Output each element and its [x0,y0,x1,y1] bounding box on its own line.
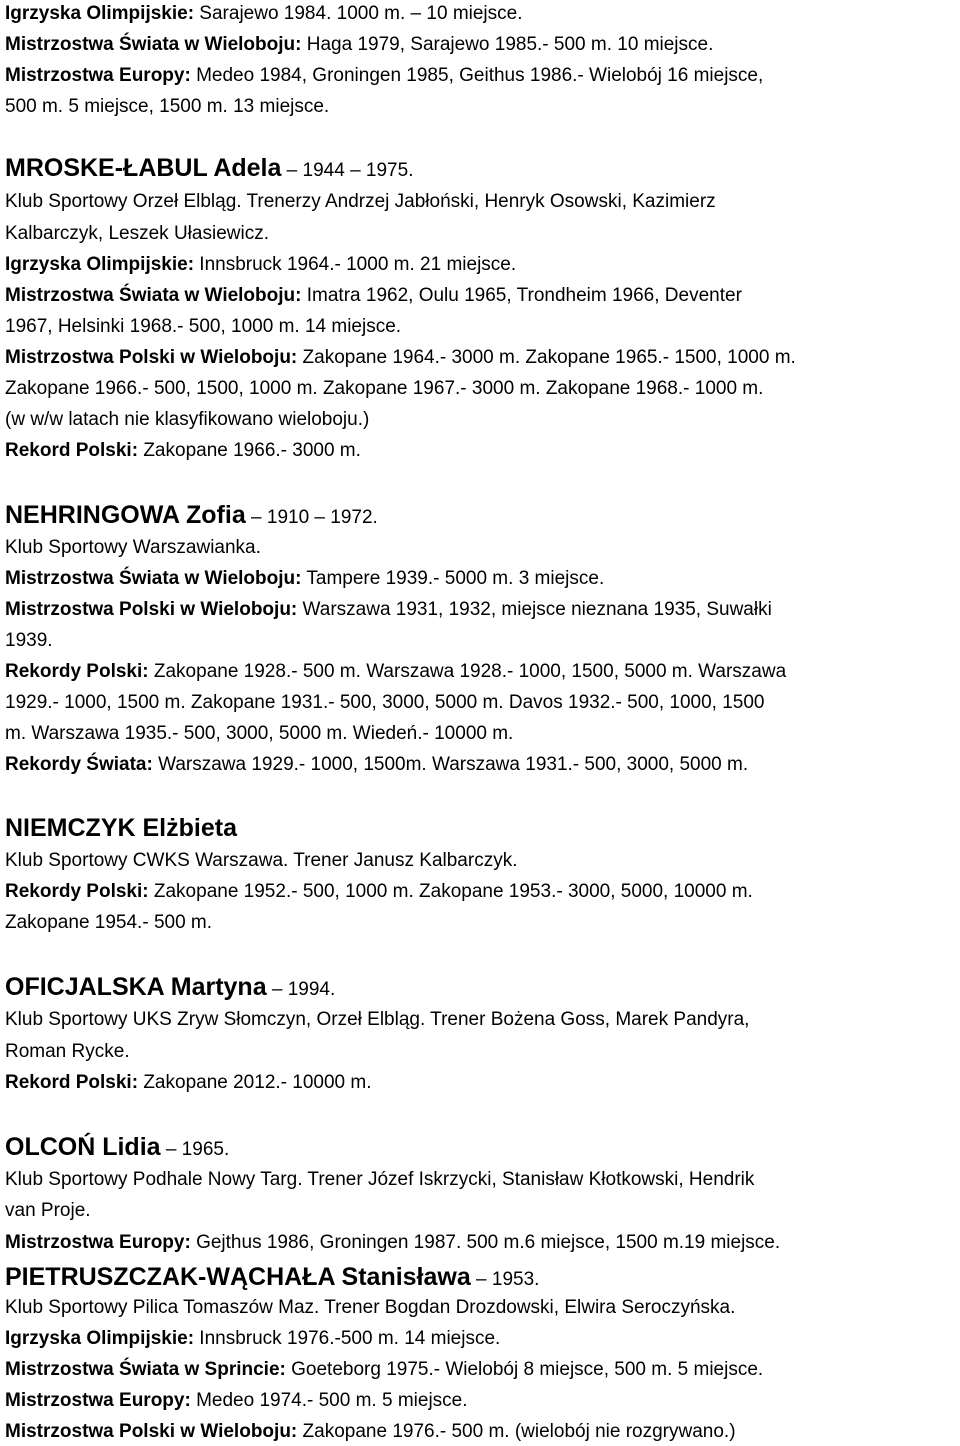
polish-allround-text: Warszawa 1931, 1932, miejsce nieznana 1935, Suwałki [297,599,772,620]
club-line: Klub Sportowy Podhale Nowy Targ. Trener Józef Iskrzycki, Stanisław Kłotkowski, Hendrik [5,1169,755,1190]
world-sprint-line [5,1358,763,1382]
polish-records-line [5,660,786,684]
polish-allround-label: Mistrzostwa Polski w Wieloboju: [5,1421,298,1442]
polish-records-text: Zakopane 1928.- 500 m. Warszawa 1928.- 1000, 1500, 5000 m. Warszawa [148,661,787,682]
world-allround-text: Tampere 1939.- 5000 m. 3 miejsce. [301,568,605,589]
athlete-heading-nehringowa [5,500,378,533]
polish-record-label: Rekord Polski: [5,440,139,461]
olympics-line [5,1327,500,1351]
polish-allround-line [5,1420,736,1444]
athlete-heading-olcon [5,1132,229,1165]
european-label: Mistrzostwa Europy: [5,1390,191,1411]
world-allround-text: Imatra 1962, Oulu 1965, Trondheim 1966, Deventer [301,285,742,306]
polish-allround-line-cont: 1939. [5,630,53,651]
club-line-cont: Kalbarczyk, Leszek Ułasiewicz. [5,223,269,244]
club-line: Klub Sportowy Pilica Tomaszów Maz. Trener Bogdan Drozdowski, Elwira Seroczyńska. [5,1297,736,1318]
club-line: Klub Sportowy UKS Zryw Słomczyn, Orzeł Elbląg. Trener Bożena Goss, Marek Pandyra, [5,1009,750,1030]
world-allround-label: Mistrzostwa Świata w Wieloboju: [5,34,302,55]
athlete-name: NEHRINGOWA Zofia [5,501,246,529]
athlete-heading-oficjalska [5,972,335,1005]
european-label: Mistrzostwa Europy: [5,1232,191,1253]
athlete-name: PIETRUSZCZAK-WĄCHAŁA Stanisława [5,1263,471,1291]
athlete-heading-mroske [5,153,413,186]
polish-record-line [5,439,361,463]
intro-line-4: 500 m. 5 miejsce, 1500 m. 13 miejsce. [5,96,330,117]
intro-line-1 [5,2,523,26]
athlete-years: – 1944 – 1975. [281,160,414,181]
athlete-years: – 1953. [470,1269,540,1290]
european-text: Gejthus 1986, Groningen 1987. 500 m.6 miejsce, 1500 m.19 miejsce. [190,1232,781,1253]
polish-allround-line [5,346,796,370]
club-line: Klub Sportowy Orzeł Elbląg. Trenerzy Andrzej Jabłoński, Henryk Osowski, Kazimierz [5,191,716,212]
note-line: (w w/w latach nie klasyfikowano wieloboju.) [5,409,370,430]
club-line: Klub Sportowy CWKS Warszawa. Trener Janusz Kalbarczyk. [5,850,518,871]
world-records-text: Warszawa 1929.- 1000, 1500m. Warszawa 1931.- 500, 3000, 5000 m. [152,754,749,775]
world-sprint-label: Mistrzostwa Świata w Sprincie: [5,1359,286,1380]
olympics-label: Igrzyska Olimpijskie: [5,1328,195,1349]
world-sprint-text: Goeteborg 1975.- Wielobój 8 miejsce, 500 m. 5 miejsce. [285,1359,764,1380]
polish-records-line [5,880,753,904]
intro-line-2 [5,33,713,57]
athlete-heading-pietruszczak [5,1262,539,1295]
european-text: Medeo 1984, Groningen 1985, Geithus 1986.- Wielobój 16 miejsce, [190,65,764,86]
polish-records-line-cont: Zakopane 1954.- 500 m. [5,912,213,933]
athlete-heading-niemczyk [5,813,237,843]
olympics-label: Igrzyska Olimpijskie: [5,254,195,275]
athlete-years: – 1910 – 1972. [245,507,378,528]
polish-record-text: Zakopane 2012.- 10000 m. [138,1072,372,1093]
world-allround-label: Mistrzostwa Świata w Wieloboju: [5,285,302,306]
athlete-years: – 1994. [266,979,336,1000]
athlete-name: OFICJALSKA Martyna [5,973,267,1001]
athlete-name: OLCOŃ Lidia [5,1133,161,1161]
world-allround-line [5,284,742,308]
world-records-label: Rekordy Świata: [5,754,153,775]
polish-records-line-cont: 1929.- 1000, 1500 m. Zakopane 1931.- 500, 3000, 5000 m. Davos 1932.- 500, 1000, 1500 [5,692,765,713]
european-line [5,1389,468,1413]
polish-allround-label: Mistrzostwa Polski w Wieloboju: [5,347,298,368]
polish-allround-label: Mistrzostwa Polski w Wieloboju: [5,599,298,620]
polish-records-label: Rekordy Polski: [5,881,149,902]
olympics-text: Innsbruck 1976.-500 m. 14 miejsce. [194,1328,501,1349]
club-line-cont: Roman Rycke. [5,1041,130,1062]
club-line: Klub Sportowy Warszawianka. [5,537,261,558]
athlete-name: NIEMCZYK Elżbieta [5,814,237,842]
world-allround-text: Haga 1979, Sarajewo 1985.- 500 m. 10 miejsce. [301,34,714,55]
european-line [5,1231,780,1255]
world-records-line [5,753,748,777]
world-allround-label: Mistrzostwa Świata w Wieloboju: [5,568,302,589]
polish-record-label: Rekord Polski: [5,1072,139,1093]
world-allround-line-cont: 1967, Helsinki 1968.- 500, 1000 m. 14 miejsce. [5,316,402,337]
olympics-text: Innsbruck 1964.- 1000 m. 21 miejsce. [194,254,517,275]
polish-allround-text: Zakopane 1976.- 500 m. (wielobój nie rozgrywano.) [297,1421,736,1442]
athlete-name: MROSKE-ŁABUL Adela [5,154,282,182]
intro-line-3 [5,64,763,88]
world-allround-line [5,567,604,591]
polish-allround-line [5,598,772,622]
polish-record-text: Zakopane 1966.- 3000 m. [138,440,361,461]
european-text: Medeo 1974.- 500 m. 5 miejsce. [190,1390,468,1411]
polish-record-line [5,1071,371,1095]
polish-records-label: Rekordy Polski: [5,661,149,682]
polish-allround-line-cont: Zakopane 1966.- 500, 1500, 1000 m. Zakopane 1967.- 3000 m. Zakopane 1968.- 1000 m. [5,378,764,399]
olympics-text: Sarajewo 1984. 1000 m. – 10 miejsce. [194,3,523,24]
polish-allround-text: Zakopane 1964.- 3000 m. Zakopane 1965.- 1500, 1000 m. [297,347,796,368]
polish-records-text: Zakopane 1952.- 500, 1000 m. Zakopane 1953.- 3000, 5000, 10000 m. [148,881,753,902]
polish-records-line-cont-2: m. Warszawa 1935.- 500, 3000, 5000 m. Wiedeń.- 10000 m. [5,723,514,744]
olympics-label: Igrzyska Olimpijskie: [5,3,195,24]
athlete-years: – 1965. [160,1139,230,1160]
olympics-line [5,253,516,277]
club-line-cont: van Proje. [5,1200,91,1221]
european-label: Mistrzostwa Europy: [5,65,191,86]
